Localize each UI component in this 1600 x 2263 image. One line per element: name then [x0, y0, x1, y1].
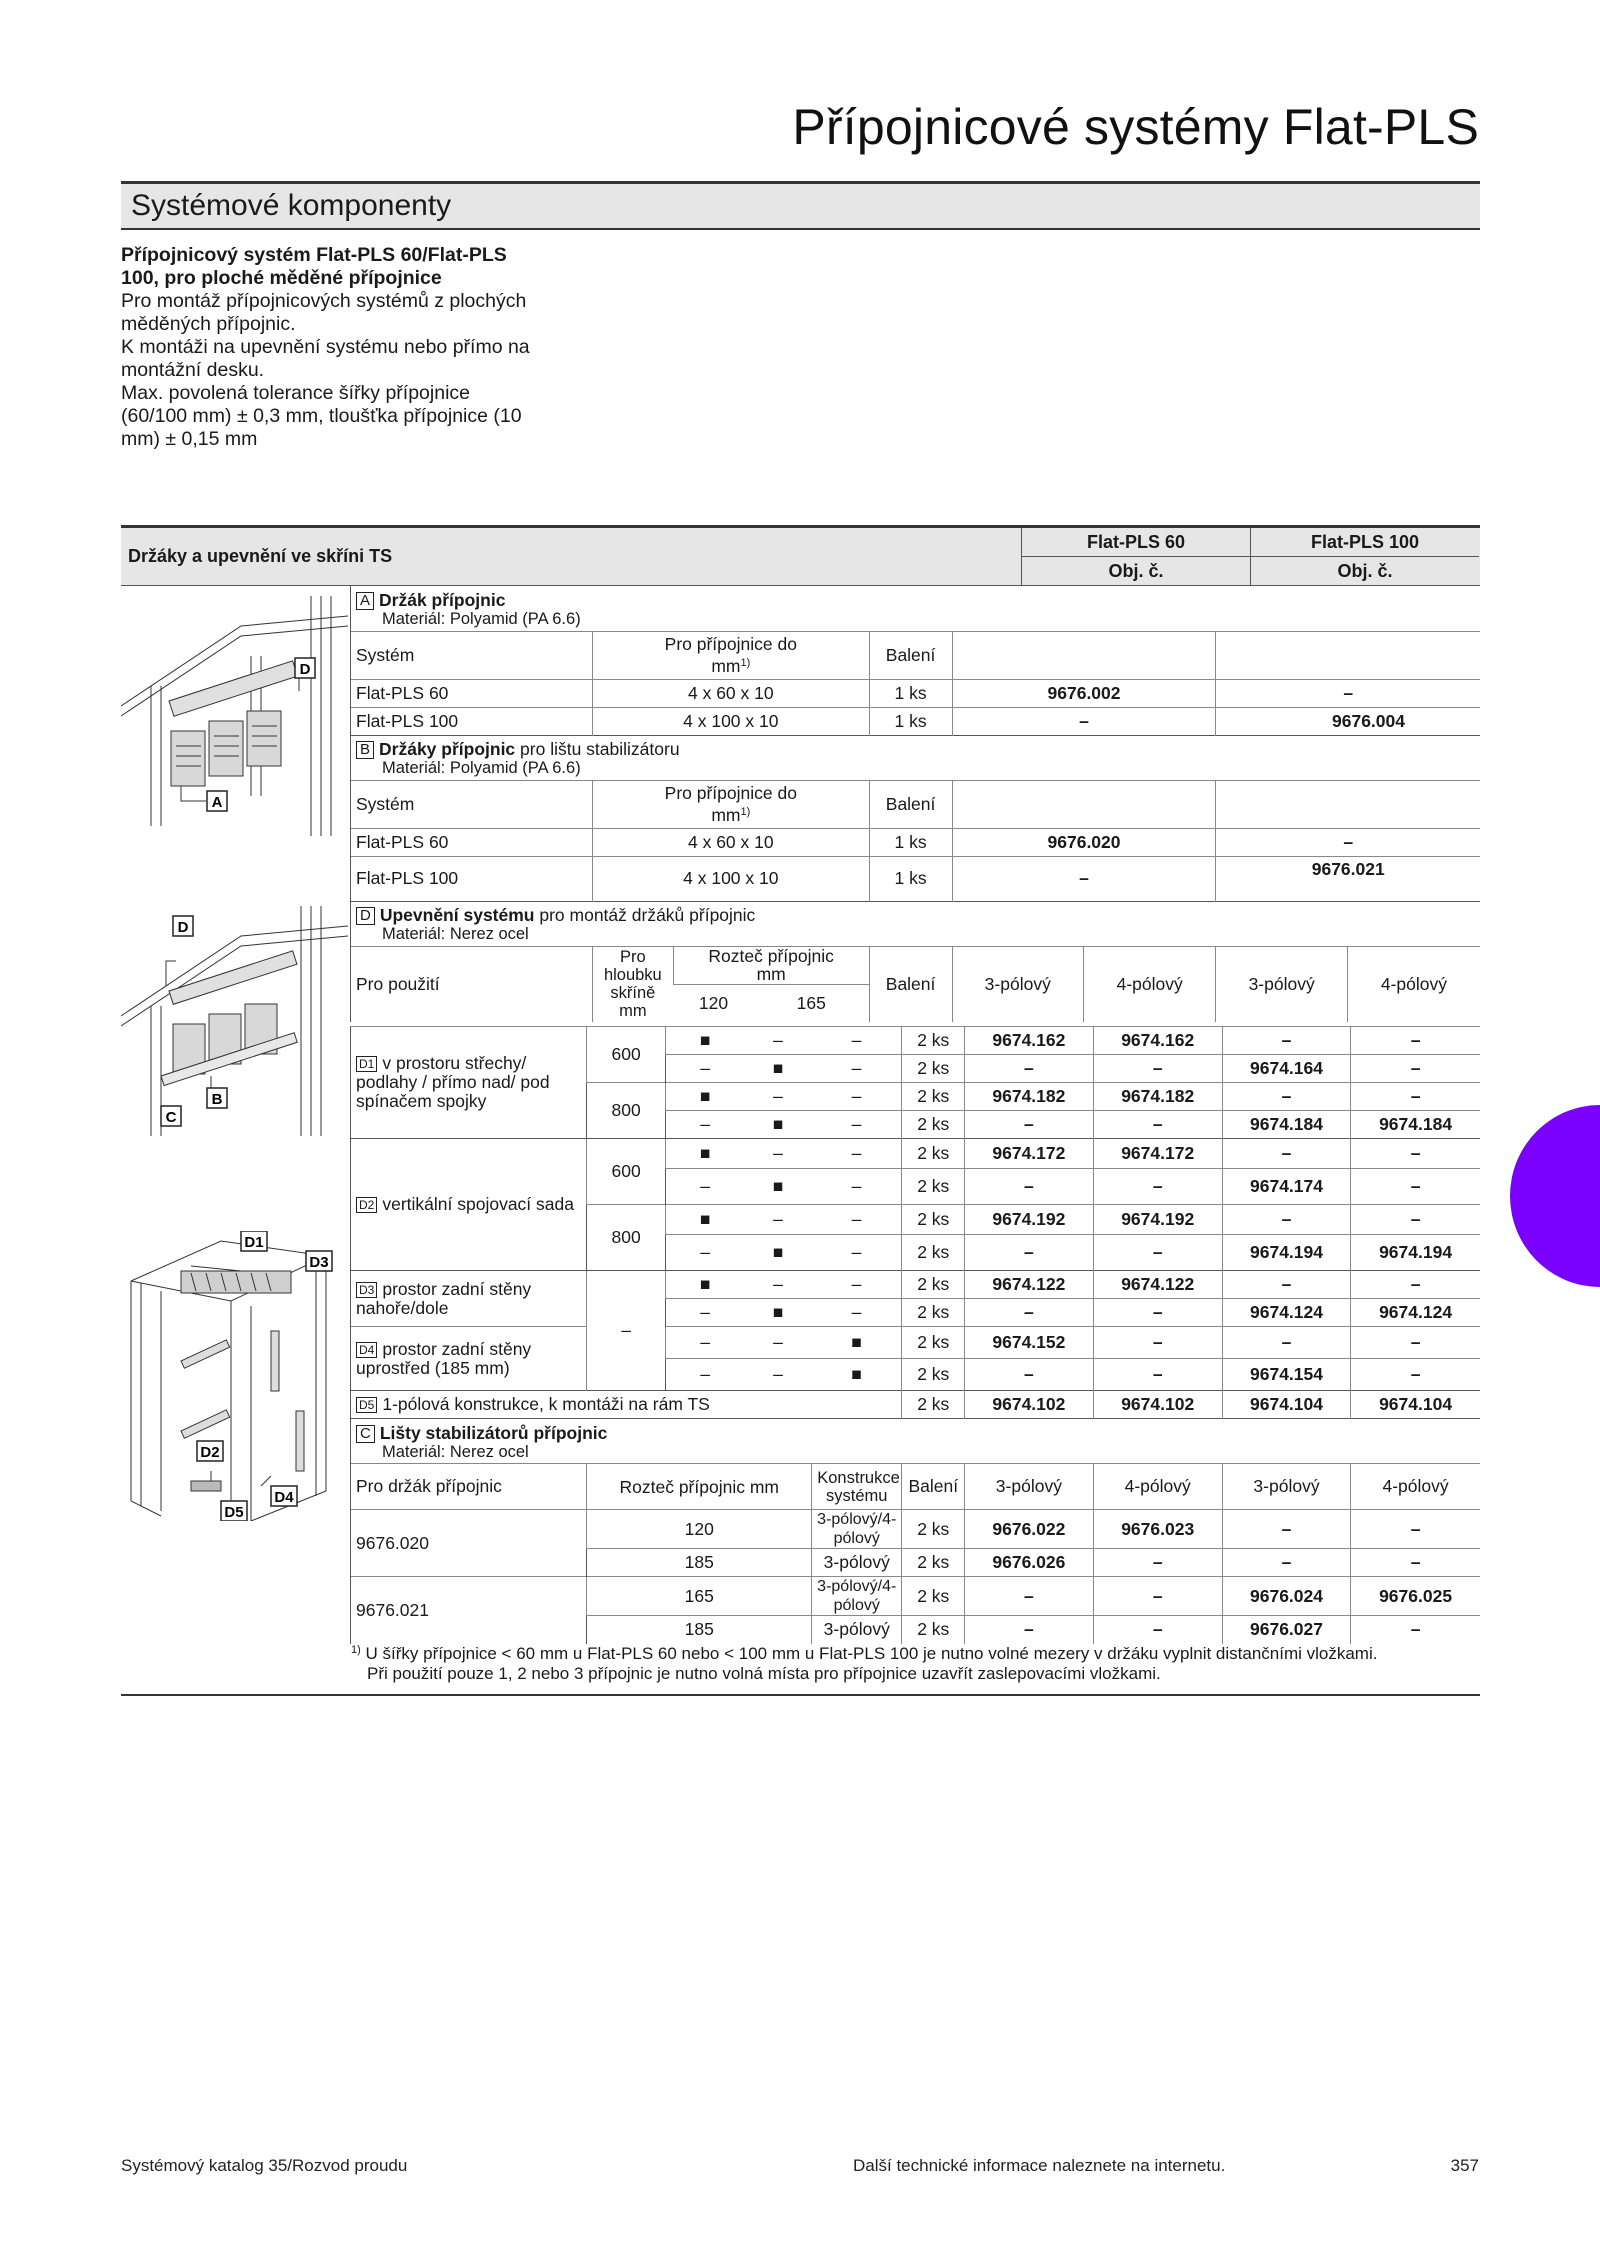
cell-order: – — [1351, 1510, 1480, 1549]
cell-order: – — [965, 1111, 1093, 1139]
cell-mark: ■ — [666, 1139, 745, 1169]
footnote-ref: 1) — [740, 656, 751, 669]
cell-use-d2 — [351, 1139, 587, 1271]
header-flat-pls-100 — [1250, 528, 1479, 585]
table-row — [351, 1271, 1481, 1299]
table-header-row — [351, 1464, 1481, 1510]
cell-pack: 2 ks — [902, 1055, 965, 1083]
cell-mark: – — [812, 1139, 902, 1169]
cell-mark: – — [812, 1235, 902, 1271]
cell-order: – — [1351, 1549, 1480, 1577]
cell-order-60: – — [952, 707, 1216, 735]
cell-pack: 2 ks — [902, 1235, 965, 1271]
cell-mark: – — [812, 1111, 902, 1139]
cell-pitch: 185 — [587, 1549, 812, 1577]
cell-mark: – — [812, 1027, 902, 1055]
cell-pack: 2 ks — [902, 1139, 965, 1169]
cell-construction: 3-pólový — [812, 1616, 902, 1644]
section-title: Držák přípojnic — [379, 589, 506, 610]
section-material: Materiál: Polyamid (PA 6.6) — [382, 609, 581, 628]
cell-order: 9674.164 — [1222, 1055, 1350, 1083]
intro-line: Max. povolená tolerance šířky přípojnice (60/100 mm) ± 0,3 mm, tloušťka přípojnice (10 mm) ± 0,15 mm — [121, 382, 522, 450]
table-row — [351, 1510, 1481, 1549]
cell-pack: 2 ks — [902, 1577, 965, 1616]
header-size-text: Pro přípojnice do — [664, 633, 797, 654]
cell-mark: – — [812, 1083, 902, 1111]
section-title: Systémové komponenty — [121, 181, 1480, 230]
footnote-line: Při použití pouze 1, 2 nebo 3 přípojnic je nutno volná místa pro přípojnice uzavřít zaslepovacími vložkami. — [367, 1664, 1161, 1683]
cell-order: – — [1222, 1027, 1350, 1055]
cell-mark: – — [744, 1139, 812, 1169]
data-grid — [350, 586, 1480, 1022]
cell-order: 9674.104 — [1351, 1391, 1480, 1419]
illustration-label: D — [299, 661, 311, 678]
section-badge: B — [356, 741, 374, 759]
header-pack: Balení — [869, 780, 952, 828]
label-d1: v prostoru střechy/ podlahy / přímo nad/ pod spínačem spojky — [356, 1053, 550, 1111]
cell-order: – — [1093, 1327, 1222, 1359]
cell-order: – — [1093, 1299, 1222, 1327]
cell-mark: – — [666, 1111, 745, 1139]
header-size-text: Pro přípojnice do — [664, 782, 797, 803]
section-material: Materiál: Polyamid (PA 6.6) — [382, 759, 581, 777]
header-system: Systém — [351, 631, 593, 679]
table-body — [121, 586, 1480, 1694]
badge-d5: D5 — [356, 1397, 377, 1413]
cell-order: 9674.152 — [965, 1327, 1093, 1359]
header-4pole: 4-pólový — [1083, 946, 1216, 1022]
cell-system: Flat-PLS 60 — [351, 679, 593, 707]
header-size — [593, 780, 870, 828]
cell-order: – — [1222, 1139, 1350, 1169]
header-3pole: 3-pólový — [952, 946, 1083, 1022]
cell-mark: – — [744, 1205, 812, 1235]
cell-order: – — [1093, 1616, 1222, 1644]
intro-line: Pro montáž přípojnicových systémů z plochých měděných přípojnic. — [121, 290, 527, 335]
busbar-holder-illustration — [121, 596, 348, 836]
label-d2: vertikální spojovací sada — [382, 1194, 574, 1214]
cell-construction: 3-pólový/4-pólový — [812, 1577, 902, 1616]
section-c-row — [351, 1419, 1481, 1464]
header-obj: Obj. č. — [1251, 557, 1479, 585]
cell-pack: 1 ks — [869, 707, 952, 735]
cell-construction: 3-pólový/4-pólový — [812, 1510, 902, 1549]
cell-mark: ■ — [744, 1055, 812, 1083]
section-b-row — [351, 735, 1481, 780]
header-pitch — [673, 946, 869, 984]
cell-size: 4 x 100 x 10 — [593, 707, 870, 735]
cell-order-100: – — [1216, 679, 1480, 707]
cell-order-100: – — [1216, 828, 1480, 856]
page-number: 357 — [1450, 2156, 1479, 2175]
footnote-ref: 1) — [740, 805, 751, 818]
header-3pole: 3-pólový — [965, 1464, 1093, 1510]
table-header-row — [351, 631, 1481, 679]
cell-mark: ■ — [744, 1169, 812, 1205]
cell-depth: 800 — [587, 1083, 666, 1139]
illustration-label: C — [165, 1109, 177, 1126]
cell-depth: 800 — [587, 1205, 666, 1271]
cell-use-d1 — [351, 1027, 587, 1139]
cell-order: – — [965, 1055, 1093, 1083]
cell-order: 9676.026 — [965, 1549, 1093, 1577]
section-title: Upevnění systému — [379, 905, 535, 925]
cell-pack: 2 ks — [902, 1391, 965, 1419]
cell-pack: 2 ks — [902, 1299, 965, 1327]
cell-order: 9674.194 — [1351, 1235, 1480, 1271]
footnote-mark: 1) — [351, 1644, 361, 1656]
cell-mark: – — [744, 1327, 812, 1359]
cell-depth: 600 — [587, 1139, 666, 1205]
cell-order: – — [1093, 1169, 1222, 1205]
cell-order-100: 9676.004 — [1216, 707, 1480, 735]
table-row — [351, 1391, 1481, 1419]
section-suffix: pro montáž držáků přípojnic — [539, 905, 756, 925]
cell-depth: – — [587, 1271, 666, 1391]
badge-d3: D3 — [356, 1282, 377, 1298]
cell-mark: ■ — [666, 1205, 745, 1235]
section-badge: C — [356, 1425, 375, 1443]
header-pitch-165: 165 — [754, 984, 869, 1022]
header-pitch-text: Rozteč přípojnic — [708, 946, 834, 966]
cell-order: – — [1351, 1205, 1480, 1235]
header-pitch-c: Rozteč přípojnic mm — [587, 1464, 812, 1510]
header-mm: mm — [711, 804, 741, 825]
footnote-text: U šířky přípojnice < 60 mm u Flat-PLS 60 nebo < 100 mm u Flat-PLS 100 je nutno volné mezery v držáku vyplnit distančními vložkami. — [365, 1644, 1378, 1663]
cell-use-d4 — [351, 1327, 587, 1391]
section-d-row — [351, 901, 1481, 946]
cell-holder: 9676.020 — [351, 1510, 587, 1577]
cell-mark: – — [744, 1083, 812, 1111]
cell-mark: ■ — [744, 1299, 812, 1327]
cell-mark: – — [812, 1055, 902, 1083]
cell-pack: 2 ks — [902, 1359, 965, 1391]
badge-d1: D1 — [356, 1056, 377, 1072]
cell-mark: – — [744, 1271, 812, 1299]
illustration-label: D2 — [200, 1444, 220, 1461]
cell-order: – — [1222, 1271, 1350, 1299]
system-mounting-illustration — [121, 906, 348, 1136]
cell-order: 9674.184 — [1351, 1111, 1480, 1139]
cell-order: 9676.027 — [1222, 1616, 1350, 1644]
cell-order: 9674.184 — [1222, 1111, 1350, 1139]
intro-block — [121, 244, 541, 451]
cell-order: 9674.192 — [1093, 1205, 1222, 1235]
cell-order: – — [965, 1359, 1093, 1391]
cell-mark: – — [666, 1055, 745, 1083]
header-pack: Balení — [869, 631, 952, 679]
cell-order: – — [965, 1235, 1093, 1271]
cell-pitch: 185 — [587, 1616, 812, 1644]
cell-order: – — [1222, 1327, 1350, 1359]
cell-order: – — [1093, 1549, 1222, 1577]
cell-order: – — [1351, 1055, 1480, 1083]
header-pack: Balení — [869, 946, 952, 1022]
table-row — [351, 1139, 1481, 1169]
cell-pack: 1 ks — [869, 828, 952, 856]
cell-order: – — [1093, 1577, 1222, 1616]
cell-pitch: 165 — [587, 1577, 812, 1616]
section-a-row — [351, 586, 1481, 631]
cell-order: – — [1093, 1359, 1222, 1391]
cell-order: 9674.122 — [965, 1271, 1093, 1299]
cell-pack: 2 ks — [902, 1027, 965, 1055]
cell-order: – — [1222, 1205, 1350, 1235]
badge-d4: D4 — [356, 1342, 377, 1358]
table-row — [351, 679, 1481, 707]
cell-order: 9674.102 — [1093, 1391, 1222, 1419]
cell-pack: 1 ks — [869, 856, 952, 901]
cell-use-d5 — [351, 1391, 902, 1419]
cell-order: 9674.174 — [1222, 1169, 1350, 1205]
enclosure-illustration — [121, 1231, 348, 1521]
cell-size: 4 x 60 x 10 — [593, 828, 870, 856]
footer-left: Systémový katalog 35/Rozvod proudu — [121, 2156, 408, 2175]
cell-holder: 9676.021 — [351, 1577, 587, 1644]
cell-system: Flat-PLS 100 — [351, 856, 593, 901]
cell-size: 4 x 60 x 10 — [593, 679, 870, 707]
header-label: Flat-PLS 60 — [1022, 528, 1250, 557]
header-4pole: 4-pólový — [1093, 1464, 1222, 1510]
section-material: Materiál: Nerez ocel — [382, 925, 529, 943]
cell-pack: 2 ks — [902, 1083, 965, 1111]
cell-mark: – — [666, 1235, 745, 1271]
header-mm: mm — [711, 655, 741, 676]
cell-construction: 3-pólový — [812, 1549, 902, 1577]
cell-order: – — [1351, 1169, 1480, 1205]
illustration-label: D1 — [244, 1234, 264, 1251]
cell-order: – — [1093, 1235, 1222, 1271]
cell-mark: – — [666, 1299, 745, 1327]
table-row — [351, 856, 1481, 901]
cell-order: 9674.122 — [1093, 1271, 1222, 1299]
section-material: Materiál: Nerez ocel — [382, 1442, 529, 1461]
header-3pole: 3-pólový — [1216, 946, 1347, 1022]
product-table — [121, 525, 1480, 1696]
cell-mark: – — [812, 1205, 902, 1235]
illustration-label: B — [211, 1091, 223, 1108]
cell-order: – — [965, 1577, 1093, 1616]
header-pitch-120: 120 — [673, 984, 754, 1022]
page-title: Přípojnicové systémy Flat-PLS — [792, 99, 1479, 155]
cell-mark: – — [812, 1271, 902, 1299]
cell-system: Flat-PLS 60 — [351, 828, 593, 856]
cell-mark: – — [744, 1027, 812, 1055]
badge-d2: D2 — [356, 1197, 377, 1213]
cell-order: – — [1351, 1139, 1480, 1169]
label-d3: prostor zadní stěny nahoře/dole — [356, 1278, 532, 1318]
table-row — [351, 828, 1481, 856]
cell-depth: 600 — [587, 1027, 666, 1083]
cell-order: – — [1351, 1327, 1480, 1359]
section-title: Držáky přípojnic — [379, 739, 516, 759]
table-header-row — [351, 946, 1481, 984]
cell-pack: 2 ks — [902, 1510, 965, 1549]
cell-mark: ■ — [812, 1327, 902, 1359]
cell-order: 9676.023 — [1093, 1510, 1222, 1549]
cell-order: – — [1351, 1083, 1480, 1111]
cell-order: – — [1093, 1111, 1222, 1139]
cell-use-d3 — [351, 1271, 587, 1327]
cell-order: 9676.024 — [1222, 1577, 1350, 1616]
intro-heading: Přípojnicový systém Flat-PLS 60/Flat-PLS 100, pro ploché měděné přípojnice — [121, 244, 507, 289]
chapter-tab — [1510, 1105, 1600, 1287]
mounting-grid — [350, 1026, 1480, 1644]
footer-center: Další technické informace naleznete na internetu. — [853, 2156, 1226, 2175]
cell-order: – — [1222, 1549, 1350, 1577]
cell-mark: ■ — [744, 1111, 812, 1139]
cell-pack: 2 ks — [902, 1169, 965, 1205]
table-row — [351, 707, 1481, 735]
header-pitch-unit: mm — [756, 964, 786, 984]
header-obj: Obj. č. — [1022, 557, 1250, 585]
intro-line: K montáži na upevnění systému nebo přímo na montážní desku. — [121, 336, 530, 381]
cell-size: 4 x 100 x 10 — [593, 856, 870, 901]
header-flat-pls-60 — [1021, 528, 1250, 585]
cell-order: – — [1093, 1055, 1222, 1083]
cell-order: 9674.182 — [1093, 1083, 1222, 1111]
header-3pole: 3-pólový — [1222, 1464, 1350, 1510]
cell-order-60: – — [952, 856, 1216, 901]
cell-pack: 2 ks — [902, 1616, 965, 1644]
header-use: Pro použití — [351, 946, 593, 1022]
header-construction: Konstrukce systému — [812, 1464, 902, 1510]
header-label: Flat-PLS 100 — [1251, 528, 1479, 557]
cell-order: 9674.192 — [965, 1205, 1093, 1235]
cell-order: – — [1351, 1359, 1480, 1391]
cell-mark: ■ — [812, 1359, 902, 1391]
cell-pack: 2 ks — [902, 1549, 965, 1577]
cell-mark: ■ — [666, 1083, 745, 1111]
cell-order: – — [1222, 1510, 1350, 1549]
table-row — [351, 1327, 1481, 1359]
cell-order: 9674.154 — [1222, 1359, 1350, 1391]
cell-order: 9674.162 — [965, 1027, 1093, 1055]
cell-order: – — [965, 1169, 1093, 1205]
cell-order: 9676.022 — [965, 1510, 1093, 1549]
cell-mark: ■ — [666, 1271, 745, 1299]
label-d4: prostor zadní stěny uprostřed (185 mm) — [356, 1338, 532, 1378]
cell-pitch: 120 — [587, 1510, 812, 1549]
cell-order: – — [1351, 1271, 1480, 1299]
table-row — [351, 1027, 1481, 1055]
table-row — [351, 1577, 1481, 1616]
cell-mark: – — [812, 1299, 902, 1327]
cell-order-60: 9676.002 — [952, 679, 1216, 707]
illustration-label: A — [211, 794, 223, 811]
cell-mark: – — [666, 1327, 745, 1359]
cell-order: 9674.162 — [1093, 1027, 1222, 1055]
header-system: Systém — [351, 780, 593, 828]
header-4pole: 4-pólový — [1347, 946, 1480, 1022]
cell-order: 9674.194 — [1222, 1235, 1350, 1271]
cell-pack: 2 ks — [902, 1327, 965, 1359]
cell-pack: 1 ks — [869, 679, 952, 707]
cell-pack: 2 ks — [902, 1111, 965, 1139]
cell-order: – — [965, 1299, 1093, 1327]
illustration-label: D — [177, 919, 189, 936]
section-badge: D — [356, 907, 375, 925]
header-4pole: 4-pólový — [1351, 1464, 1480, 1510]
header-holder: Pro držák přípojnic — [351, 1464, 587, 1510]
cell-order: – — [1222, 1083, 1350, 1111]
cell-order: 9674.124 — [1351, 1299, 1480, 1327]
table-header — [121, 528, 1480, 586]
cell-mark: – — [666, 1359, 745, 1391]
cell-order: 9674.124 — [1222, 1299, 1350, 1327]
cell-order: 9674.102 — [965, 1391, 1093, 1419]
header-depth: Pro hloubku skříně mm — [593, 946, 674, 1022]
cell-order: 9674.172 — [965, 1139, 1093, 1169]
cell-order: 9674.182 — [965, 1083, 1093, 1111]
table-header-row — [351, 780, 1481, 828]
header-pack: Balení — [902, 1464, 965, 1510]
cell-order: 9674.104 — [1222, 1391, 1350, 1419]
cell-order: – — [965, 1616, 1093, 1644]
cell-order-100: 9676.021 — [1216, 856, 1480, 901]
illustration-label: D5 — [224, 1504, 244, 1521]
cell-mark: – — [744, 1359, 812, 1391]
cell-mark: – — [812, 1169, 902, 1205]
section-suffix: pro lištu stabilizátoru — [520, 739, 680, 759]
illustration-label: D4 — [274, 1489, 294, 1506]
header-size — [593, 631, 870, 679]
cell-order: – — [1351, 1027, 1480, 1055]
footnote-line — [351, 1640, 1481, 1664]
cell-pack: 2 ks — [902, 1271, 965, 1299]
cell-order: – — [1351, 1616, 1480, 1644]
illustration-label: D3 — [309, 1254, 329, 1271]
cell-mark: ■ — [744, 1235, 812, 1271]
section-title: Lišty stabilizátorů přípojnic — [379, 1422, 608, 1443]
label-d5: 1-pólová konstrukce, k montáži na rám TS — [382, 1394, 710, 1414]
cell-order: 9674.172 — [1093, 1139, 1222, 1169]
cell-pack: 2 ks — [902, 1205, 965, 1235]
cell-order-60: 9676.020 — [952, 828, 1216, 856]
footnote — [351, 1640, 1481, 1684]
cell-system: Flat-PLS 100 — [351, 707, 593, 735]
cell-mark: ■ — [666, 1027, 745, 1055]
section-badge: A — [356, 592, 374, 610]
illustration-column — [121, 586, 348, 1694]
cell-mark: – — [666, 1169, 745, 1205]
table-title: Držáky a upevnění ve skříni TS — [128, 546, 393, 566]
cell-order: 9676.025 — [1351, 1577, 1480, 1616]
